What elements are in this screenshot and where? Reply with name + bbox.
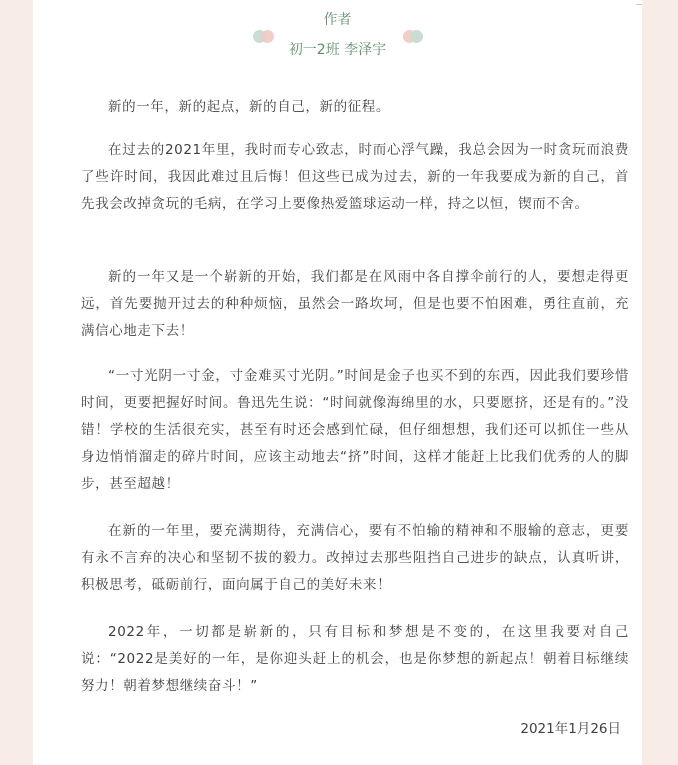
article-date: 2021年1月26日 [520,721,621,737]
green-dot-icon [410,30,423,43]
corner-divider [636,0,642,5]
author-label: 作者 [323,12,352,28]
paragraph-4: “一寸光阴一寸金，寸金难买寸光阴。”时间是金子也买不到的东西，因此我们要珍惜时间，更要把握好时间。鲁迅先生说：“时间就像海绵里的水，只要愿挤，还是有的。”没错！学校的生活很充实，甚至有时还会感到忙碌，但仔细想想，我们还可以抓住一些从身边悄悄溜走的碎片时间，应该主动地去“挤”时间，这样才能赶上比我们优秀的人的脚步，甚至超越！ [81,368,629,492]
paragraph-1: 新的一年，新的起点，新的自己，新的征程。 [108,99,390,115]
article-card [33,0,642,765]
paragraph-2: 在过去的2021年里，我时而专心致志，时而心浮气躁，我总会因为一时贪玩而浪费了些许时间，我因此难过且后悔！但这些已成为过去，新的一年我要成为新的自己，首先我会改掉贪玩的毛病，在学习上要像热爱篮球运动一样，持之以恒，锲而不舍。 [81,142,629,212]
paragraph-6: 2022年，一切都是崭新的，只有目标和梦想是不变的，在这里我要对自己说：“2022是美好的一年，是你迎头赶上的机会，也是你梦想的新起点！朝着目标继续努力！朝着梦想继续奋斗！” [81,624,629,694]
paragraph-3: 新的一年又是一个崭新的开始，我们都是在风雨中各自撑伞前行的人，要想走得更远，首先要抛开过去的种种烦恼，虽然会一路坎坷，但是也要不怕困难，勇往直前，充满信心地走下去！ [81,269,629,339]
author-name: 初一2班 李泽宇 [288,42,387,58]
paragraph-5: 在新的一年里，要充满期待，充满信心，要有不怕输的精神和不服输的意志，更要有永不言弃的决心和坚韧不拔的毅力。改掉过去那些阻挡自己进步的缺点，认真听讲，积极思考，砥砺前行，面向属于自己的美好未来！ [81,523,629,593]
decorative-dots-right-icon [403,29,423,45]
